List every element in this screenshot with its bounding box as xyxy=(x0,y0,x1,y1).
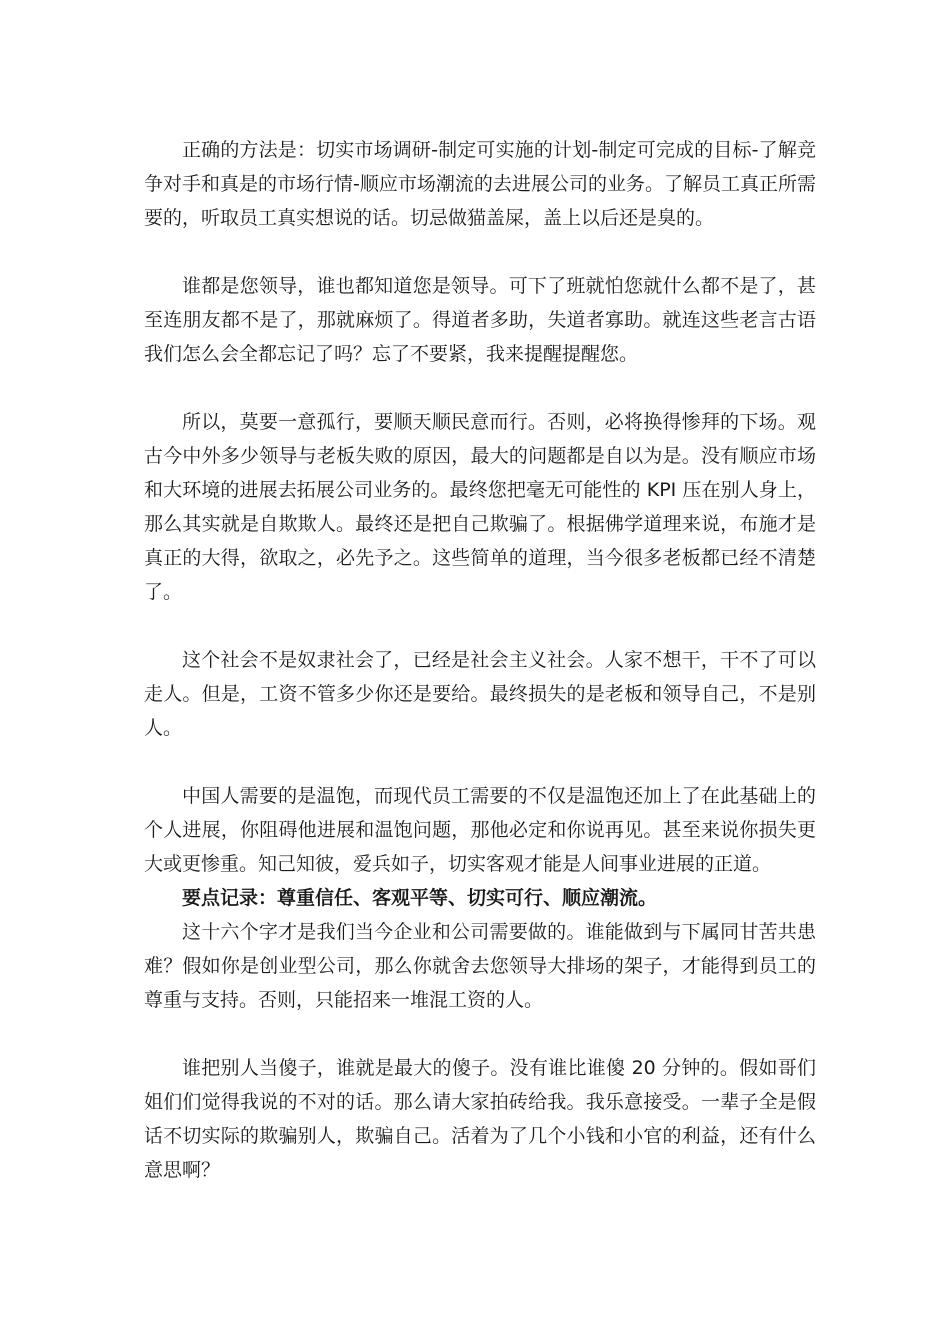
paragraph-gap xyxy=(144,609,816,643)
paragraph-gap xyxy=(144,371,816,405)
key-points-heading: 要点记录：尊重信任、客观平等、切实可行、顺应潮流。 xyxy=(182,887,658,909)
paragraph-correct-method: 正确的方法是：切实市场调研-制定可实施的计划-制定可完成的目标-了解竞争对手和真是的市场行情-顺应市场潮流的去进展公司的业务。了解员工真正所需要的，听取员工真实想说的话。切忌做猫盖屎，盖上以后还是臭的。 xyxy=(144,139,816,229)
paragraph-gap xyxy=(144,745,816,779)
paragraph-gap xyxy=(144,1017,816,1051)
paragraph-sixteen-characters: 这十六个字才是我们当今企业和公司需要做的。谁能做到与下属同甘苦共患难？假如你是创业型公司，那么你就舍去您领导大排场的架子，才能得到员工的尊重与支持。否则，只能招来一堆混工资的人。 xyxy=(144,921,816,1011)
paragraph-society: 这个社会不是奴隶社会了，已经是社会主义社会。人家不想干，干不了可以走人。但是，工资不管多少你还是要给。最终损失的是老板和领导自己，不是别人。 xyxy=(144,649,816,739)
paragraph-employee-needs: 中国人需要的是温饱，而现代员工需要的不仅是温饱还加上了在此基础上的个人进展，你阻碍他进展和温饱问题，那他必定和你说再见。甚至来说你损失更大或更惨重。知己知彼，爱兵如子，切实客观才能是人间事业进展的正道。 xyxy=(144,785,816,875)
paragraph-closing: 谁把别人当傻子，谁就是最大的傻子。没有谁比谁傻 20 分钟的。假如哥们姐们们觉得我说的不对的话。那么请大家拍砖给我。我乐意接受。一辈子全是假话不切实际的欺骗别人，欺骗自己。活着为了几个小钱和小官的利益，还有什么意思啊？ xyxy=(144,1057,816,1181)
paragraph-leadership: 谁都是您领导，谁也都知道您是领导。可下了班就怕您就什么都不是了，甚至连朋友都不是了，那就麻烦了。得道者多助，失道者寡助。就连这些老言古语我们怎么会全都忘记了吗？忘了不要紧，我来提醒提醒您。 xyxy=(144,275,816,365)
document-body xyxy=(144,133,816,1187)
paragraph-do-not-act-alone: 所以，莫要一意孤行，要顺天顺民意而行。否则，必将换得惨拜的下场。观古今中外多少领导与老板失败的原因，最大的问题都是自以为是。没有顺应市场和大环境的进展去拓展公司业务的。最终您把毫无可能性的 KPI 压在别人身上，那么其实就是自欺欺人。最终还是把自己欺骗了。根据佛学道理来说，布施才是真正的大得，欲取之，必先予之。这些简单的道理，当今很多老板都已经不清楚了。 xyxy=(144,411,816,603)
paragraph-gap xyxy=(144,235,816,269)
